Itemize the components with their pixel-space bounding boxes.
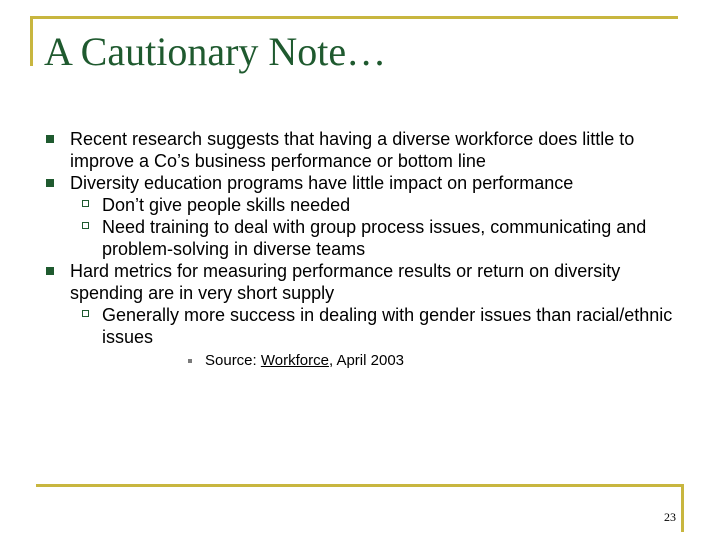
- right-rule: [681, 484, 684, 532]
- source-citation: [205, 352, 404, 370]
- left-rule: [30, 16, 33, 66]
- top-rule: [30, 16, 678, 19]
- bullet-item-3: [0, 260, 670, 304]
- hollow-square-bullet-icon: [82, 310, 89, 317]
- sub-bullet-text: Don’t give people skills needed: [102, 195, 351, 215]
- sub-bullet-item-2-1: [0, 194, 682, 216]
- bullet-item-2: [0, 172, 670, 194]
- slide-title: A Cautionary Note…: [44, 29, 387, 74]
- small-square-bullet-icon: [188, 359, 192, 363]
- square-bullet-icon: [46, 179, 54, 187]
- square-bullet-icon: [46, 135, 54, 143]
- square-bullet-icon: [46, 267, 54, 275]
- bullet-text: Diversity education programs have little impact on performance: [70, 173, 574, 193]
- sub-bullet-text: Need training to deal with group process issues, communicating and problem-solving in diverse teams: [102, 217, 647, 259]
- sub-bullet-text: Generally more success in dealing with gender issues than racial/ethnic issues: [102, 305, 673, 347]
- hollow-square-bullet-icon: [82, 200, 89, 207]
- bottom-rule: [36, 484, 684, 487]
- source-publication: Workforce: [260, 352, 329, 369]
- hollow-square-bullet-icon: [82, 222, 89, 229]
- sub-bullet-item-2-2: [0, 216, 682, 260]
- sub-bullet-item-3-1: [0, 304, 682, 348]
- bullet-item-1: [0, 128, 670, 172]
- source-date: , April 2003: [328, 352, 405, 369]
- bullet-text: Recent research suggests that having a diverse workforce does little to improve a Co’s business performance or bottom line: [70, 129, 635, 171]
- bullet-text: Hard metrics for measuring performance results or return on diversity spending are in very short supply: [70, 261, 621, 303]
- page-number: 23: [664, 510, 676, 524]
- bullet-list: [0, 128, 720, 348]
- source-prefix: Source:: [205, 352, 261, 369]
